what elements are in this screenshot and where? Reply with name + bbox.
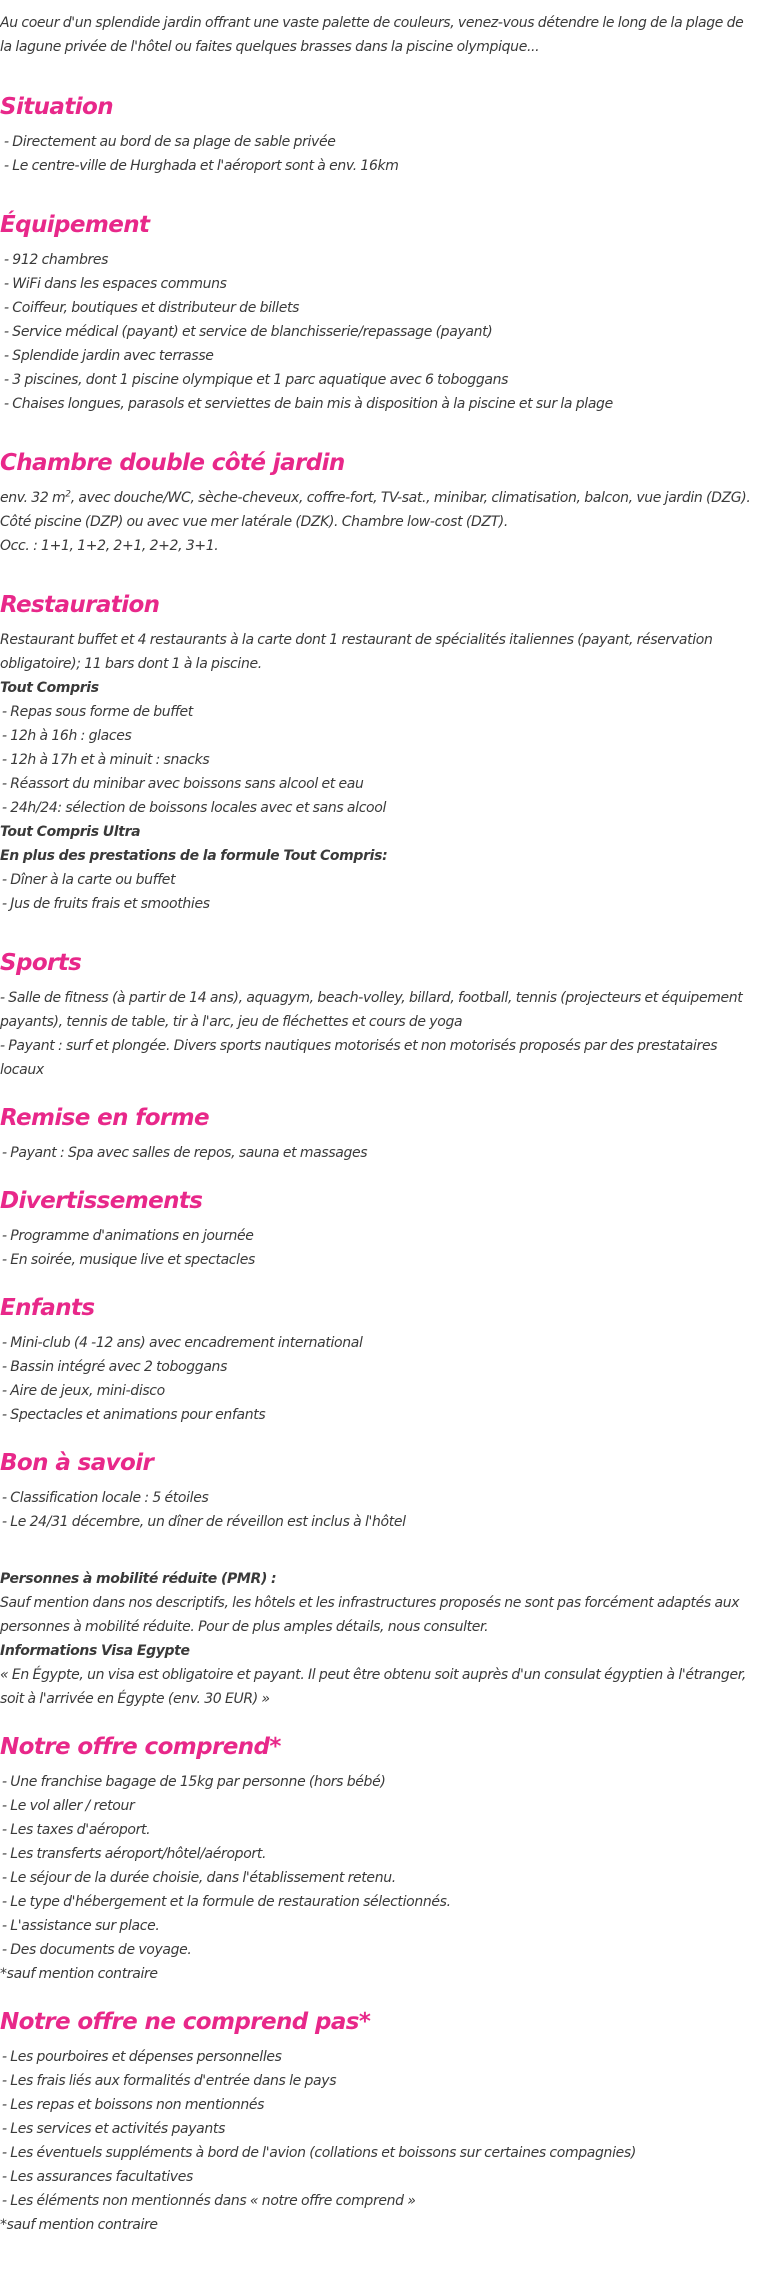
list-item: - Coiffeur, boutiques et distributeur de billets — [4, 300, 300, 316]
chambre-occupancy: Occ. : 1+1, 1+2, 2+1, 2+2, 3+1. — [0, 538, 219, 554]
list-item: - Les taxes d'aéroport. — [2, 1822, 151, 1838]
visa-label: Informations Visa Egypte — [0, 1643, 190, 1659]
list-item: - Le vol aller / retour — [2, 1798, 135, 1814]
offre-ne-comprend-pas-list — [0, 2045, 758, 2213]
list-item: - Programme d'animations en journée — [2, 1228, 254, 1244]
enfants-list — [0, 1331, 758, 1427]
list-item: - Dîner à la carte ou buffet — [2, 872, 176, 888]
intro-text: Au coeur d'un splendide jardin offrant une vaste palette de couleurs, venez-vous détendre le long de la plage de la lagune privée de l'hôtel ou faites quelques brasses dans la piscine olympique... — [0, 15, 744, 55]
bon-a-savoir-heading: Bon à savoir — [0, 1450, 154, 1476]
list-item: - Les éléments non mentionnés dans « notre offre comprend » — [2, 2193, 416, 2209]
tout-compris-label: Tout Compris — [0, 680, 99, 696]
list-item: - Les éventuels suppléments à bord de l'avion (collations et boissons sur certaines compagnies) — [2, 2145, 636, 2161]
sports-heading: Sports — [0, 950, 82, 976]
remise-heading: Remise en forme — [0, 1105, 210, 1131]
tout-compris-ultra-list — [0, 868, 758, 916]
offre-comprend-list — [0, 1770, 758, 1962]
divertissements-heading: Divertissements — [0, 1188, 203, 1214]
equipement-list — [0, 248, 758, 416]
list-item: - Le centre-ville de Hurghada et l'aéroport sont à env. 16km — [4, 158, 399, 174]
list-item: - Une franchise bagage de 15kg par personne (hors bébé) — [2, 1774, 386, 1790]
enfants-heading: Enfants — [0, 1295, 95, 1321]
list-item: - L'assistance sur place. — [2, 1918, 160, 1934]
list-item: - Le type d'hébergement et la formule de restauration sélectionnés. — [2, 1894, 451, 1910]
list-item: - 12h à 17h et à minuit : snacks — [2, 752, 210, 768]
list-item: - Le 24/31 décembre, un dîner de réveillon est inclus à l'hôtel — [2, 1514, 406, 1530]
chambre-text — [0, 486, 758, 534]
list-item: - Les services et activités payants — [2, 2121, 226, 2137]
restauration-text: Restaurant buffet et 4 restaurants à la carte dont 1 restaurant de spécialités italiennes (payant, réservation obligatoire); 11 bars dont 1 à la piscine. — [0, 632, 713, 672]
chambre-text-b: , avec douche/WC, sèche-cheveux, coffre-fort, TV-sat., minibar, climatisation, balcon, vue jardin (DZG). Côté piscine (DZP) ou avec vue mer latérale (DZK). Chambre low-cost (DZT). — [0, 490, 751, 530]
list-item: - 912 chambres — [4, 252, 109, 268]
offre-comprend-heading: Notre offre comprend* — [0, 1734, 281, 1760]
list-item: - En soirée, musique live et spectacles — [2, 1252, 255, 1268]
list-item: - Repas sous forme de buffet — [2, 704, 193, 720]
tout-compris-ultra-sub: En plus des prestations de la formule Tout Compris: — [0, 848, 388, 864]
list-item: - 3 piscines, dont 1 piscine olympique et 1 parc aquatique avec 6 toboggans — [4, 372, 509, 388]
chambre-text-sup: 2 — [65, 489, 71, 500]
list-item: - Les repas et boissons non mentionnés — [2, 2097, 265, 2113]
list-item: - 12h à 16h : glaces — [2, 728, 132, 744]
list-item: - Bassin intégré avec 2 toboggans — [2, 1359, 228, 1375]
visa-text: « En Égypte, un visa est obligatoire et payant. Il peut être obtenu soit auprès d'un consulat égyptien à l'étranger, soit à l'arrivée en Égypte (env. 30 EUR) » — [0, 1667, 746, 1707]
bon-a-savoir-list — [0, 1486, 758, 1534]
list-item: - WiFi dans les espaces communs — [4, 276, 227, 292]
list-item: - Mini-club (4 -12 ans) avec encadrement international — [2, 1335, 363, 1351]
list-item: - Les pourboires et dépenses personnelles — [2, 2049, 282, 2065]
list-item: - Payant : Spa avec salles de repos, sauna et massages — [2, 1145, 368, 1161]
divertissements-list — [0, 1224, 758, 1272]
list-item: - Les transferts aéroport/hôtel/aéroport. — [2, 1846, 267, 1862]
list-item: - Jus de fruits frais et smoothies — [2, 896, 210, 912]
restauration-heading: Restauration — [0, 592, 160, 618]
chambre-text-a: env. 32 m — [0, 490, 66, 506]
tout-compris-list — [0, 700, 758, 820]
list-item: - Les frais liés aux formalités d'entrée dans le pays — [2, 2073, 337, 2089]
list-item: - Réassort du minibar avec boissons sans alcool et eau — [2, 776, 364, 792]
list-item: - Classification locale : 5 étoiles — [2, 1490, 209, 1506]
offre-ne-comprend-pas-heading: Notre offre ne comprend pas* — [0, 2009, 371, 2035]
offre-ne-comprend-pas-note: *sauf mention contraire — [0, 2217, 158, 2233]
list-item: - Des documents de voyage. — [2, 1942, 192, 1958]
sports-item: - Payant : surf et plongée. Divers sports nautiques motorisés et non motorisés proposés par des prestataires locaux — [0, 1038, 718, 1078]
tout-compris-ultra-label: Tout Compris Ultra — [0, 824, 141, 840]
pmr-label: Personnes à mobilité réduite (PMR) : — [0, 1571, 277, 1587]
list-item: - Le séjour de la durée choisie, dans l'établissement retenu. — [2, 1870, 396, 1886]
list-item: - Directement au bord de sa plage de sable privée — [4, 134, 336, 150]
pmr-text: Sauf mention dans nos descriptifs, les hôtels et les infrastructures proposés ne sont pas forcément adaptés aux personnes à mobilité réduite. Pour de plus amples détails, nous consulter. — [0, 1595, 740, 1635]
chambre-heading: Chambre double côté jardin — [0, 450, 345, 476]
list-item: - 24h/24: sélection de boissons locales avec et sans alcool — [2, 800, 387, 816]
list-item: - Service médical (payant) et service de blanchisserie/repassage (payant) — [4, 324, 493, 340]
situation-heading: Situation — [0, 94, 113, 120]
offre-comprend-note: *sauf mention contraire — [0, 1966, 158, 1982]
list-item: - Chaises longues, parasols et serviettes de bain mis à disposition à la piscine et sur la plage — [4, 396, 613, 412]
list-item: - Spectacles et animations pour enfants — [2, 1407, 266, 1423]
list-item: - Les assurances facultatives — [2, 2169, 193, 2185]
sports-item: - Salle de fitness (à partir de 14 ans), aquagym, beach-volley, billard, football, tennis (projecteurs et équipement payants), tennis de table, tir à l'arc, jeu de fléchettes et cours de yoga — [0, 990, 743, 1030]
list-item: - Splendide jardin avec terrasse — [4, 348, 214, 364]
equipement-heading: Équipement — [0, 212, 150, 238]
remise-list — [0, 1141, 758, 1165]
list-item: - Aire de jeux, mini-disco — [2, 1383, 165, 1399]
situation-list — [0, 130, 758, 178]
